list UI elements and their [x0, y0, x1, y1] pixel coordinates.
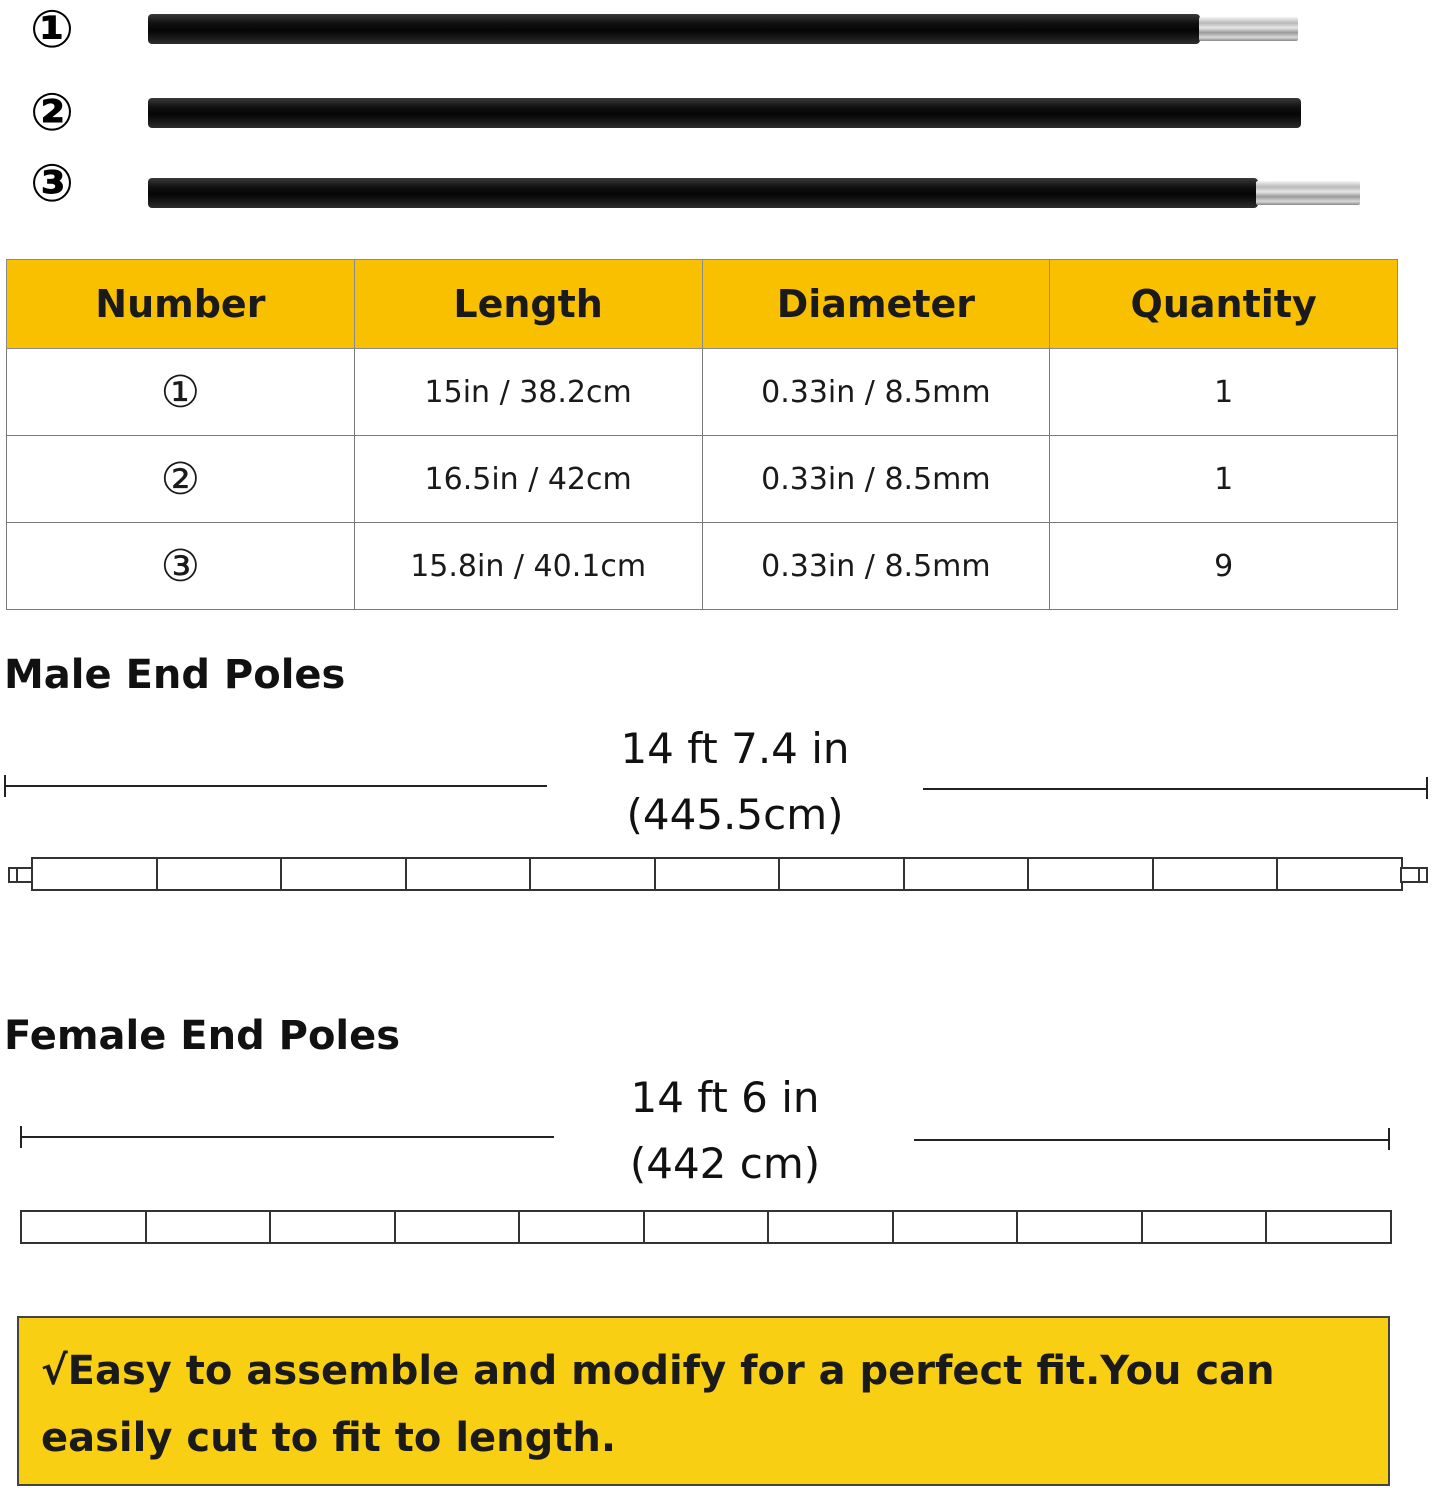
male-pole-segment [656, 859, 781, 889]
header-number: Number [7, 260, 355, 349]
female-dimension-label [555, 1065, 895, 1197]
pole-tip-1 [1199, 17, 1298, 41]
male-pole-segment [33, 859, 158, 889]
pole-tip-3 [1256, 181, 1360, 205]
cell-diameter: 0.33in / 8.5mm [702, 349, 1050, 436]
cell-diameter: 0.33in / 8.5mm [702, 436, 1050, 523]
cell-length: 15in / 38.2cm [354, 349, 702, 436]
female-pole-segment [894, 1212, 1019, 1242]
cell-number: ① [7, 349, 355, 436]
female-pole-segment [147, 1212, 272, 1242]
female-pole-segment [1267, 1212, 1390, 1242]
cell-number: ② [7, 436, 355, 523]
male-dimension-tick-right [1426, 777, 1428, 799]
male-dimension-imperial: 14 ft 7.4 in [620, 724, 850, 773]
pole-shaft-2 [148, 98, 1301, 128]
female-pole-segment [1018, 1212, 1143, 1242]
cell-length: 15.8in / 40.1cm [354, 523, 702, 610]
male-pole-segment [407, 859, 532, 889]
female-pole-segment [520, 1212, 645, 1242]
female-pole-segment [396, 1212, 521, 1242]
pole-shaft-3 [148, 178, 1258, 208]
female-section-title: Female End Poles [4, 1013, 401, 1059]
pole-number-2: ② [29, 83, 75, 143]
female-pole-segment [769, 1212, 894, 1242]
male-pole-segment [905, 859, 1030, 889]
cell-diameter: 0.33in / 8.5mm [702, 523, 1050, 610]
table-row [7, 436, 1398, 523]
female-pole-diagram [20, 1210, 1392, 1244]
female-pole-segment [22, 1212, 147, 1242]
male-pole-segment [158, 859, 283, 889]
male-dimension-label [548, 716, 922, 848]
male-pole-segment [282, 859, 407, 889]
pole-number-1: ① [29, 0, 75, 60]
spec-table [6, 259, 1398, 610]
female-pole-segment [271, 1212, 396, 1242]
female-pole-segment [1143, 1212, 1268, 1242]
header-quantity: Quantity [1050, 260, 1398, 349]
male-section-title: Male End Poles [4, 652, 346, 698]
header-diameter: Diameter [702, 260, 1050, 349]
female-dimension-line-left [20, 1136, 554, 1138]
male-pole-segment [1029, 859, 1154, 889]
table-row [7, 523, 1398, 610]
male-pole-segment [1154, 859, 1279, 889]
female-dimension-line-right [914, 1139, 1390, 1141]
pole-number-3: ③ [29, 154, 75, 214]
male-pole-segment [1278, 859, 1401, 889]
cell-number: ③ [7, 523, 355, 610]
cell-length: 16.5in / 42cm [354, 436, 702, 523]
female-pole-segment [645, 1212, 770, 1242]
cell-quantity: 1 [1050, 349, 1398, 436]
female-dimension-tick-right [1388, 1128, 1390, 1150]
cell-quantity: 9 [1050, 523, 1398, 610]
table-row [7, 349, 1398, 436]
male-dimension-line-left [4, 785, 547, 787]
male-dimension-metric: (445.5cm) [626, 790, 844, 839]
feature-callout: √Easy to assemble and modify for a perfect fit.You can easily cut to fit to length. [17, 1316, 1390, 1486]
male-pole-segment [531, 859, 656, 889]
cell-quantity: 1 [1050, 436, 1398, 523]
table-header-row [7, 260, 1398, 349]
male-pole-diagram [31, 857, 1403, 891]
female-dimension-metric: (442 cm) [629, 1139, 821, 1188]
female-dimension-imperial: 14 ft 6 in [630, 1073, 820, 1122]
male-end-cap-right [1400, 867, 1428, 883]
header-length: Length [354, 260, 702, 349]
male-dimension-line-right [923, 788, 1428, 790]
pole-shaft-1 [148, 14, 1200, 44]
male-pole-segment [780, 859, 905, 889]
